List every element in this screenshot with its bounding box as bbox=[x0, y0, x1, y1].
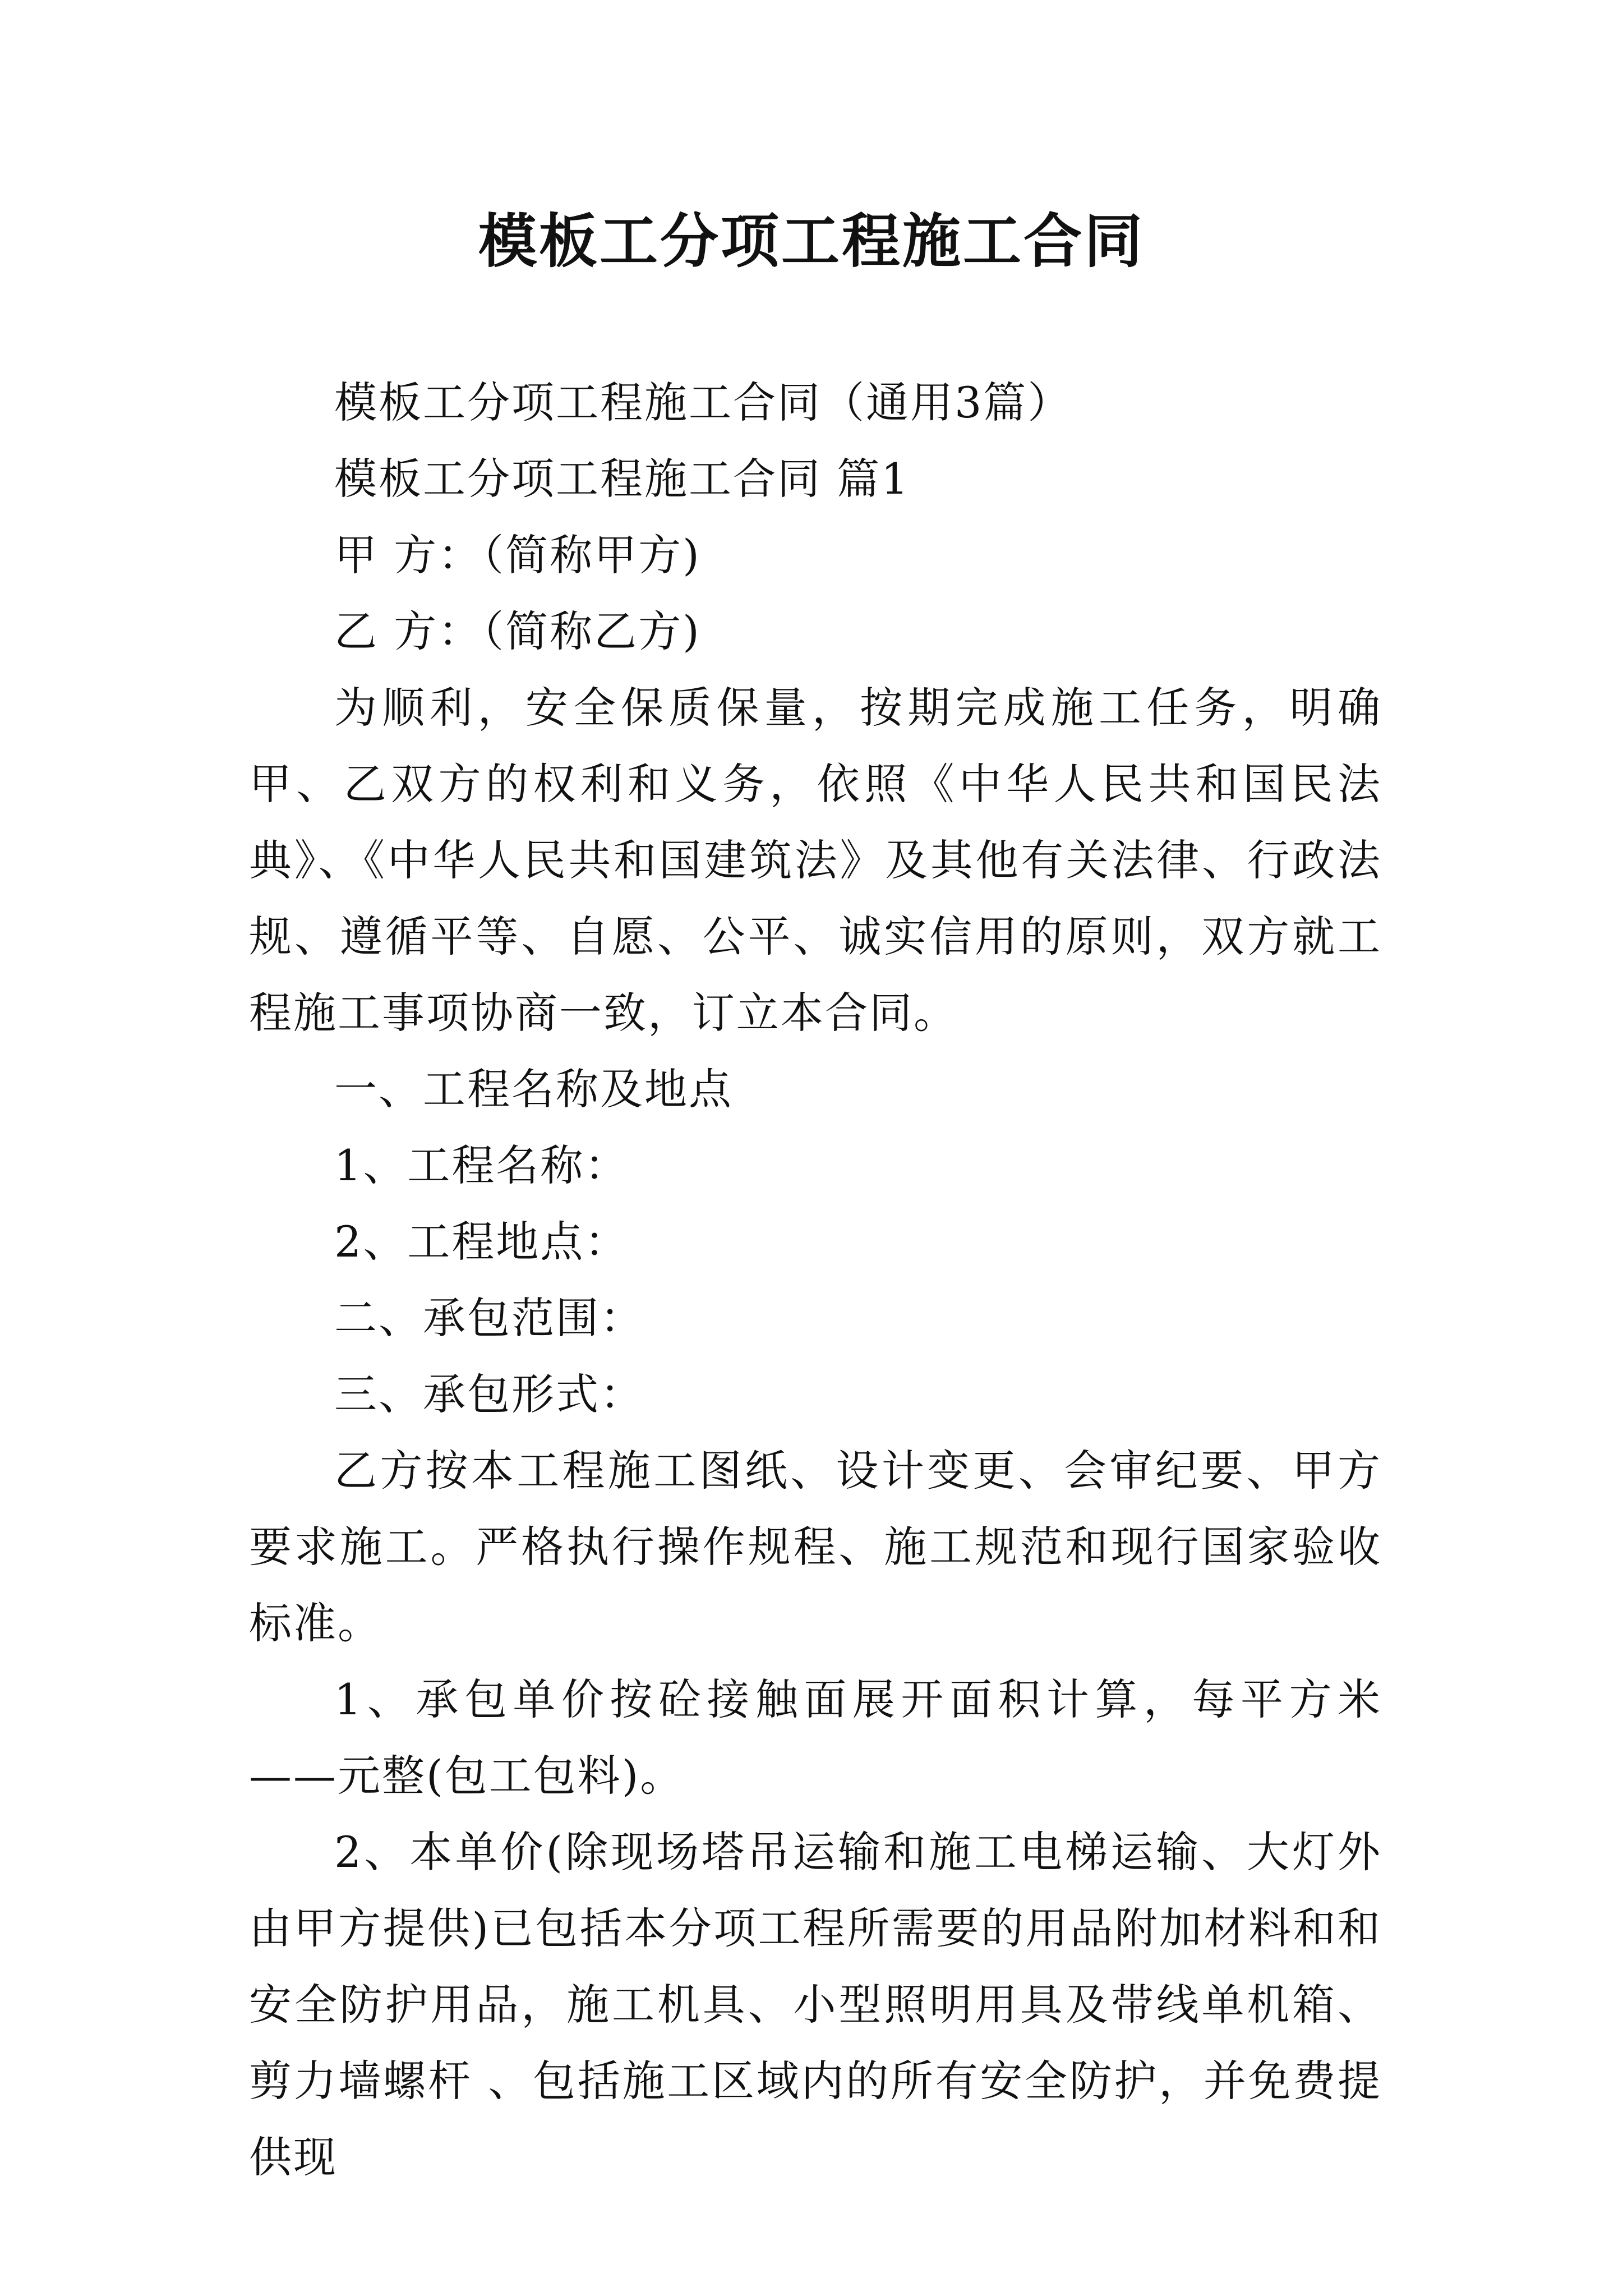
paragraph-preamble: 为顺利，安全保质保量，按期完成施工任务，明确甲、乙双方的权利和义务，依照《中华人民共和国民法典》、《中华人民共和国建筑法》及其他有关法律、行政法规、遵循平等、自愿、公平、诚实信用的原则，双方就工程施工事项协商一致，订立本合同。 bbox=[249, 683, 1382, 1038]
paragraph-section-1: 一、工程名称及地点 bbox=[334, 1064, 733, 1114]
paragraph-unit-price: 1、承包单价按砼接触面展开面积计算，每平方米——元整(包工包料)。 bbox=[249, 1674, 1382, 1801]
paragraph-subtitle: 模板工分项工程施工合同（通用3篇） bbox=[334, 378, 1072, 427]
paragraph-party-b: 乙 方：（简称乙方) bbox=[334, 606, 701, 656]
paragraph-project-location: 2、工程地点： bbox=[334, 1217, 629, 1267]
paragraph-party-a: 甲 方：（简称甲方) bbox=[334, 530, 701, 580]
paragraph-section-2: 二、承包范围： bbox=[334, 1293, 644, 1343]
paragraph-part-heading: 模板工分项工程施工合同 篇1 bbox=[334, 454, 910, 504]
paragraph-project-name: 1、工程名称： bbox=[334, 1140, 629, 1190]
paragraph-price-inclusions: 2、本单价(除现场塔吊运输和施工电梯运输、大灯外由甲方提供)已包括本分项工程所需要的用品附加材料和和安全防护用品，施工机具、小型照明用具及带线单机箱、剪力墙螺杆 、包括施工区域内的所有安全防护，并免费提供现 bbox=[249, 1827, 1382, 2182]
document-body bbox=[249, 365, 1382, 2196]
paragraph-section-3: 三、承包形式： bbox=[334, 1369, 644, 1419]
paragraph-construction-requirements: 乙方按本工程施工图纸、设计变更、会审纪要、甲方要求施工。严格执行操作规程、施工规范和现行国家验收标准。 bbox=[249, 1446, 1382, 1648]
document-title: 模板工分项工程施工合同 bbox=[478, 206, 1145, 275]
